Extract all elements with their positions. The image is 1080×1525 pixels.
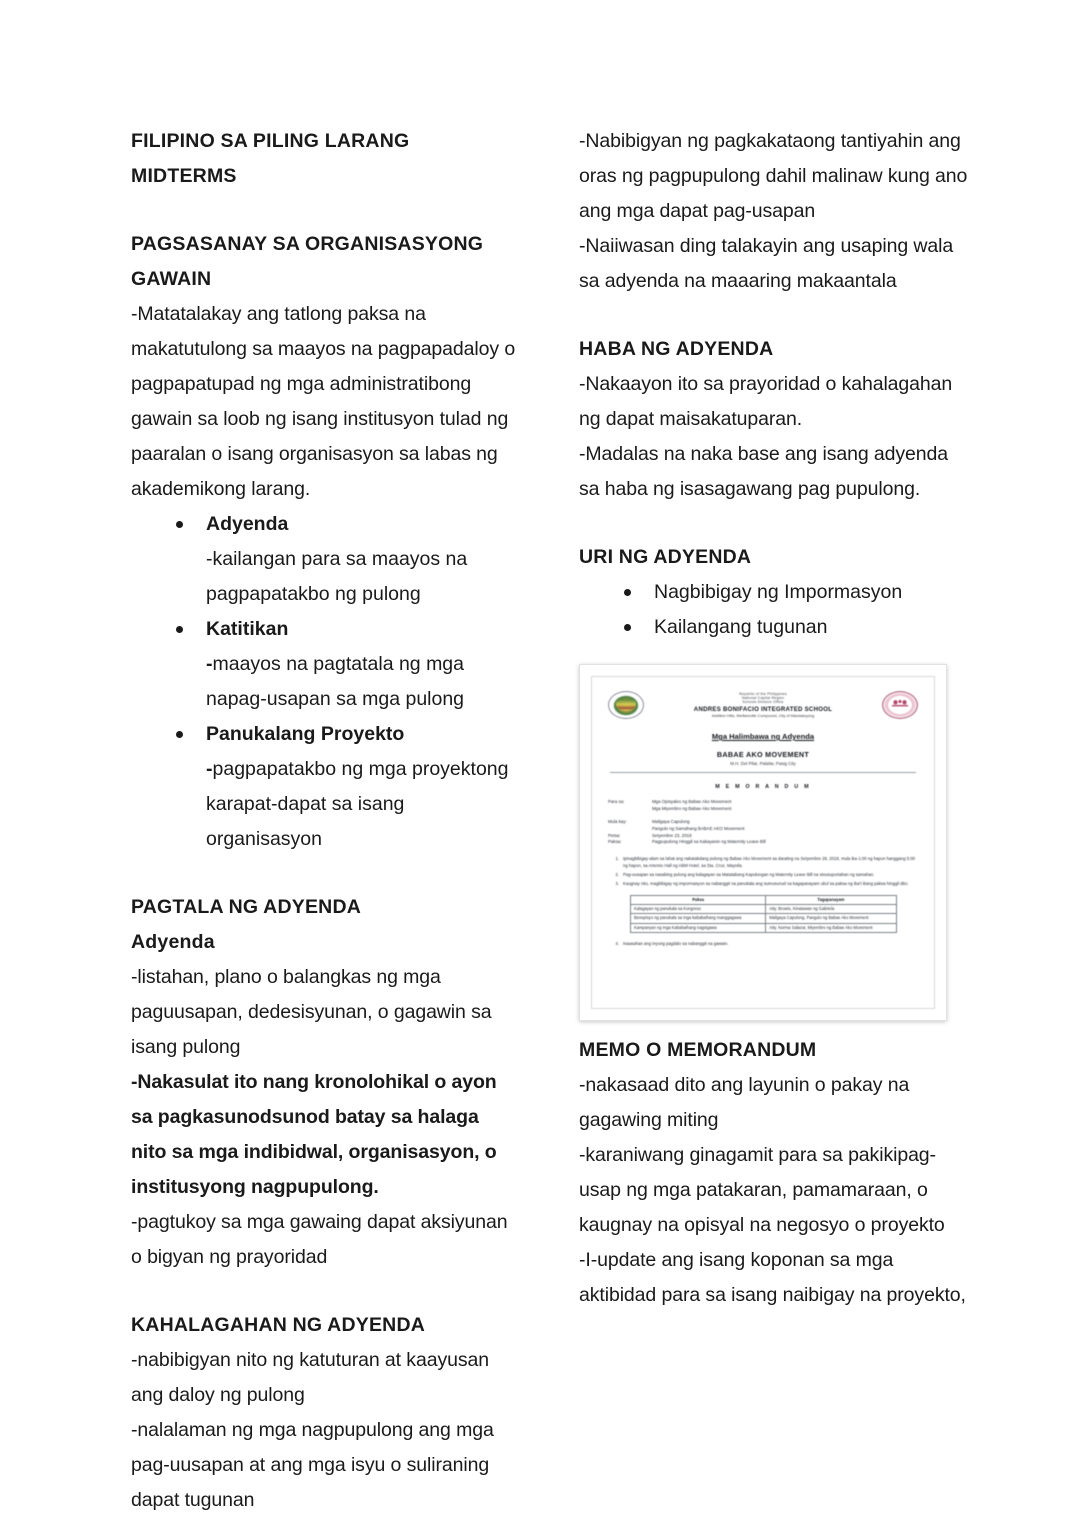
bullet-dot-icon	[624, 589, 631, 596]
page-title-line2: MIDTERMS	[131, 165, 237, 187]
memo-field-value: Setyembre 23, 2018	[652, 832, 692, 838]
table-row	[631, 923, 897, 932]
letterhead-line2: National Capital Region	[741, 695, 785, 700]
table-cell-tagapanayam: Maligaya Capulong, Pangulo ng Babae Ako Movement	[766, 914, 896, 923]
organization-seal-icon	[882, 691, 918, 719]
spacer	[131, 857, 516, 890]
memo-field-row	[608, 819, 918, 832]
memo-field-value-line: Pangulo ng Samahang BABAE AKO Movement	[652, 826, 745, 832]
memo-organization-name: BABAE AKO MOVEMENT	[716, 750, 810, 759]
section3-body2: -nalalaman ng mga nagpupulong ang mga pag-uusapan at ang mga isyu o suliraning dapat tugunan	[131, 1419, 494, 1511]
section-heading-line1: PAGSASANAY SA ORGANISASYONG	[131, 233, 484, 255]
section2-body1: -listahan, plano o balangkas ng mga paguusapan, dedesisyunan, o gagawin sa isang pulong	[131, 966, 492, 1058]
memo-sheet	[591, 676, 935, 1009]
table-row	[631, 914, 897, 923]
memo-closing-line	[608, 941, 918, 946]
memo-letterhead	[652, 692, 874, 719]
list-item	[579, 575, 970, 610]
section-heading-kahalagahan: KAHALAGAHAN NG ADYENDA	[131, 1314, 426, 1336]
memo-field-label: Petsa:	[608, 832, 621, 838]
memo-field-row	[608, 799, 918, 812]
section-heading-pagtala: PAGTALA NG ADYENDA	[131, 896, 362, 918]
section-heading-pagsasanay	[131, 227, 516, 297]
memo-closing-text: Inaasahan ang inyong pagdalo sa nabanggit na gawain.	[623, 940, 729, 946]
haba-body1: -Nakaayon ito sa prayoridad o kahalagahan ng dapat maisakatuparan.	[579, 373, 953, 430]
section-heading-uri: URI NG ADYENDA	[579, 546, 752, 568]
haba-body2: -Madalas na naka base ang isang adyenda sa haba ng isasagawang pag pupulong.	[579, 443, 949, 500]
bullet-description: -kailangan para sa maayos na pagpapatakbo ng pulong	[206, 548, 468, 605]
memo-field-row	[608, 839, 918, 846]
section1-body: -Matatalakay ang tatlong paksa na makatutulong sa maayos na pagpapadaloy o pagpapatupad ng mga administratibong gawain sa loob ng isang institusyon tulad ng paaralan o isang organisasyon sa labas ng akademikong larang.	[131, 303, 516, 500]
left-column	[0, 124, 540, 1518]
memo-divider	[610, 772, 916, 773]
memo-field-label: Para sa:	[608, 799, 625, 804]
memo-closing-number: 4.	[615, 940, 619, 946]
section2-body2-text: -Nakasulat ito nang kronolohikal o ayon sa pagkasunodsunod batay sa halaga nito sa mga indibidwal, organisasyon, o institusyong nagpupulong.	[131, 1071, 497, 1198]
page-title	[131, 124, 516, 194]
table-cell-paksa: Benepisyo ng panukala sa mga kababaihang manggagawa	[631, 914, 766, 923]
table-body	[631, 904, 897, 932]
table-row	[631, 904, 897, 913]
table-cell-paksa: Kalagayan ng panukala sa Kongreso	[631, 904, 766, 913]
bullet-dot-icon	[176, 626, 183, 633]
section-heading-line2: GAWAIN	[131, 268, 212, 290]
memo-letterhead-row	[608, 691, 918, 719]
bullet-description: -maayos na pagtatala ng mga napag-usapan sa mga pulong	[206, 653, 465, 710]
memo-field-block	[608, 799, 918, 846]
memorandum-example-image	[579, 664, 947, 1021]
memo-list-item	[608, 881, 918, 887]
column-header-paksa: Paksa	[631, 895, 766, 904]
memo-list-item	[608, 872, 918, 878]
memo-heading-word: M E M O R A N D U M	[715, 784, 811, 790]
section2-body2	[131, 1065, 516, 1205]
bullet-dot-icon	[176, 521, 183, 528]
bullet-title: Katitikan	[206, 618, 289, 640]
spacer	[131, 1275, 516, 1308]
bullet-label: Nagbibigay ng Impormasyon	[654, 581, 903, 603]
uri-bullet-list	[579, 575, 970, 645]
bullet-dot-icon	[176, 731, 183, 738]
continuation-body1: -Nabibigyan ng pagkakataong tantiyahin ang oras ng pagpupulong dahil malinaw kung ano ang mga dapat pag-usapan	[579, 130, 968, 222]
section-heading-haba: HABA NG ADYENDA	[579, 338, 774, 360]
memo-field-value-line: Maligaya Capulong	[652, 819, 690, 825]
memo-field-row	[608, 833, 918, 840]
bullet-description: -pagpapatakbo ng mga proyektong karapat-dapat sa isang organisasyon	[206, 758, 509, 850]
memo-content	[592, 677, 934, 946]
memo-field-value-line: Mga Miyembro ng Babae Ako Movement	[652, 805, 732, 811]
memo-document-title: Mga Halimbawa ng Adyenda	[711, 732, 815, 741]
letterhead-school-name: ANDRES BONIFACIO INTEGRATED SCHOOL	[693, 705, 833, 713]
list-item	[131, 507, 516, 612]
memo-organization-address: M.H. Del Pilar, Palatiw, Pasig City	[730, 761, 796, 766]
spacer	[131, 194, 516, 227]
page-title-line1: FILIPINO SA PILING LARANG	[131, 130, 410, 152]
spacer	[579, 299, 970, 332]
memo-body1: -nakasaad dito ang layunin o pakay na gagawing miting	[579, 1074, 910, 1131]
bullet-title: Panukalang Proyekto	[206, 723, 405, 745]
right-column	[540, 124, 1080, 1518]
memo-list-text: Pag-uusapan sa nasabing pulong ang kalagayan sa Matatabang Kapulungan ng Maternity Leave Bill na sinusuportahan ng samahan.	[623, 871, 875, 877]
list-item	[131, 612, 516, 717]
table-cell-tagapanayam: Atty. Browis, Kinatawan ng Gabriela	[766, 904, 896, 913]
spacer	[579, 1021, 970, 1033]
letterhead-line1: Republic of the Philippines	[739, 691, 787, 696]
table-cell-tagapanayam: Atty. Norma Salazar, Miyembro ng Babae Ako Movement	[766, 923, 896, 932]
bullet-dot-icon	[624, 624, 631, 631]
list-item	[131, 717, 516, 857]
column-header-tagapanayam: Tagapanayam	[766, 895, 896, 904]
memo-field-label: Paksa:	[608, 839, 622, 845]
memo-field-value-line: Mga Opisyales ng Babae Ako Movement	[652, 799, 732, 804]
memo-list-number: 3.	[615, 881, 619, 887]
memo-list-number: 1.	[615, 856, 619, 862]
memo-list-item	[608, 856, 918, 869]
list-item	[579, 610, 970, 645]
letterhead-address: Addition Hills, Welfareville Compound, City of Mandaluyong	[711, 712, 815, 718]
memo-list-text: Ipinagbibigay-alam sa lahat ang nakatakdang pulong ng Babae Ako Movement sa darating na Setyembre 28, 2018, mula ika-1:00 ng hapon hanggang 5:00 ng hapon, sa Artemio Hall ng ABM Hotel, sa Sta. Cruz, Maynila.	[623, 856, 916, 868]
memo-list-text: Kaugnay nito, magbibigay ng impormasyon sa nabanggit na panukala ang sumusunod na kagapanayam ukol sa paksa ng iba't ibang paksa hinggil dito:	[623, 881, 909, 887]
memo-topics-table	[630, 895, 897, 933]
spacer	[608, 812, 918, 819]
table-cell-paksa: Kampanyan ng mga Kababaihang nagsigawa	[631, 923, 766, 932]
spacer	[579, 507, 970, 540]
memo-body2: -karaniwang ginagamit para sa pakikipag-usap ng mga patakaran, pamamaraan, o kaugnay na opisyal na negosyo o proyekto	[579, 1144, 945, 1236]
letterhead-line3: Schools Division Office	[742, 699, 784, 704]
section-heading-memo: MEMO O MEMORANDUM	[579, 1039, 817, 1061]
memo-field-label: Mula kay:	[608, 819, 627, 825]
memo-field-value	[652, 819, 918, 832]
memo-body3: -I-update ang isang koponan sa mga aktibidad para sa isang naibigay na proyekto,	[579, 1249, 966, 1306]
memo-numbered-list	[608, 856, 918, 888]
school-seal-icon	[608, 691, 644, 719]
section3-body1: -nabibigyan nito ng katuturan at kaayusan ang daloy ng pulong	[131, 1349, 489, 1406]
section1-bullet-list	[131, 507, 516, 857]
memo-field-value	[652, 799, 918, 812]
bullet-label: Kailangang tugunan	[654, 616, 828, 638]
section-subheading-adyenda: Adyenda	[131, 931, 215, 953]
section2-body3: -pagtukoy sa mga gawaing dapat aksiyunan o bigyan ng prayoridad	[131, 1211, 508, 1268]
two-column-layout	[0, 124, 1080, 1518]
continuation-body2: -Naiiwasan ding talakayin ang usaping wala sa adyenda na maaaring makaantala	[579, 235, 954, 292]
memo-field-value: Pagpupulong Hinggil sa Kakayanin ng Maternity Leave Bill	[652, 839, 766, 845]
bullet-title: Adyenda	[206, 513, 289, 535]
memo-list-number: 2.	[615, 871, 619, 877]
table-header-row	[631, 895, 897, 904]
table-head	[631, 895, 897, 904]
